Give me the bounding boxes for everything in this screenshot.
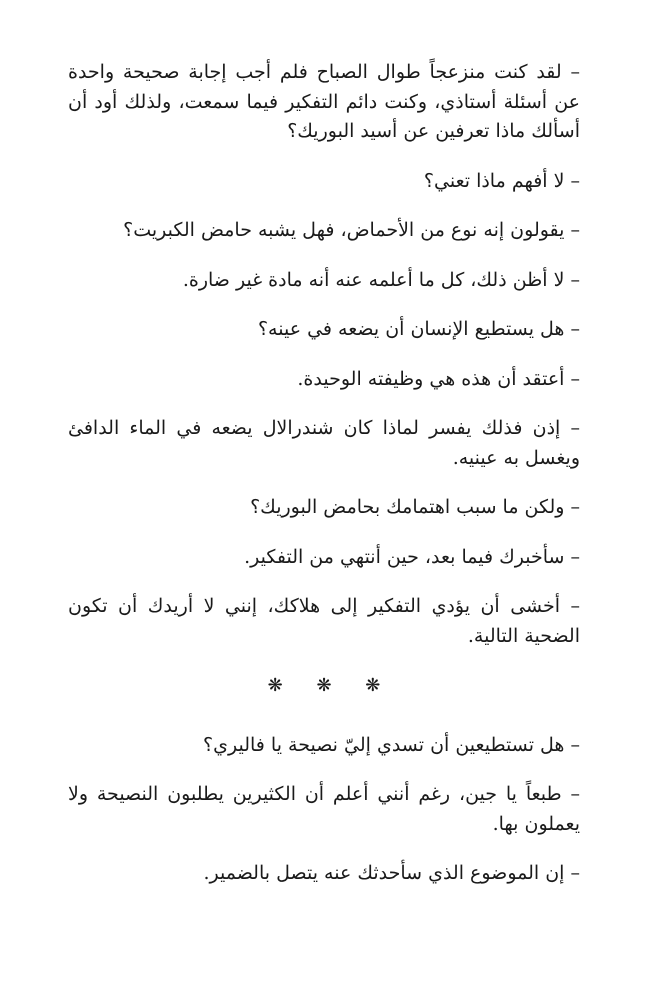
paragraph: – هل تستطيعين أن تسدي إليّ نصيحة يا فاليري؟ [203, 733, 580, 756]
paragraph: – لا أفهم ماذا تعني؟ [423, 169, 580, 192]
paragraph: – إن الموضوع الذي سأحدثك عنه يتصل بالضمير. [203, 862, 580, 884]
paragraph: – إذن فذلك يفسر لماذا كان شندرالال يضعه في الماء الدافئ ويغسل به عينيه. [68, 417, 580, 469]
section-separator: ❋ ❋ ❋ [267, 675, 395, 696]
paragraph: – يقولون إنه نوع من الأحماض، فهل يشبه حامض الكبريت؟ [123, 219, 580, 241]
paragraph: – أعتقد أن هذه هي وظيفته الوحيدة. [297, 367, 580, 390]
paragraph: – لقد كنت منزعجاً طوال الصباح فلم أجب إجابة صحيحة واحدة عن أسئلة أستاذي، وكنت دائم التفكير فيما سمعت، ولذلك أود أن أسألك ماذا تعرفين عن أسيد البوريك؟ [68, 61, 580, 142]
document-page [68, 58, 580, 909]
paragraph: – هل يستطيع الإنسان أن يضعه في عينه؟ [257, 318, 580, 340]
paragraph: – أخشى أن يؤدي التفكير إلى هلاكك، إنني لا أريدك أن تكون الضحية التالية. [68, 595, 580, 647]
paragraph: – طبعاً يا جين، رغم أنني أعلم أن الكثيرين يطلبون النصيحة ولا يعملون بها. [68, 783, 580, 835]
paragraph: – سأخبرك فيما بعد، حين أنتهي من التفكير. [244, 545, 580, 568]
paragraph: – ولكن ما سبب اهتمامك بحامض البوريك؟ [250, 496, 580, 518]
paragraph: – لا أظن ذلك، كل ما أعلمه عنه أنه مادة غير ضارة. [182, 268, 580, 291]
